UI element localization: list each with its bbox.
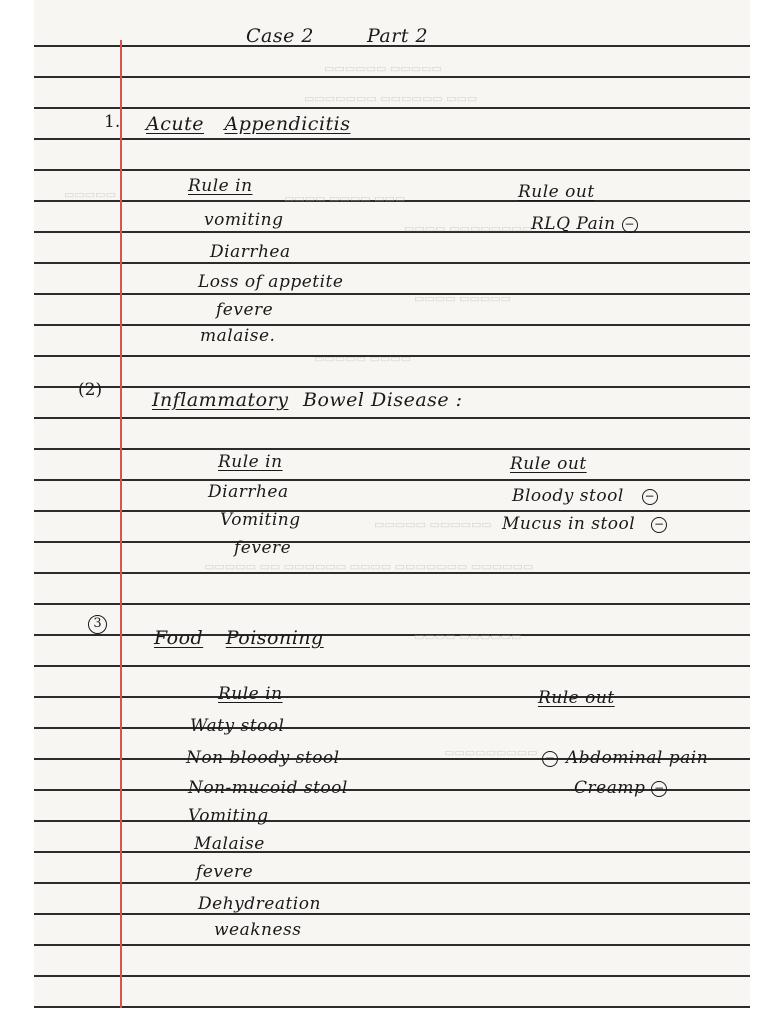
rule-out-item xyxy=(531,214,638,234)
negative-sign-icon: − xyxy=(542,751,558,767)
rule-in-item: Waty stool xyxy=(190,716,285,736)
section-number: (2) xyxy=(78,380,103,400)
negative-sign-icon: − xyxy=(642,489,658,505)
section-title-underlined: Inflammatory xyxy=(152,389,289,411)
section-title xyxy=(146,114,350,134)
rule-in-item: fevere xyxy=(196,862,254,882)
section-title xyxy=(154,628,324,648)
rule-out-text: Abdominal pain xyxy=(566,748,709,768)
bleed-through-text: ▭▭▭▭▭▭ ▭▭▭▭▭ xyxy=(324,62,442,75)
rule-in-item: vomiting xyxy=(204,210,284,230)
rule-in-item: Non-mucoid stool xyxy=(188,778,348,798)
bleed-through-text: ▭▭▭▭▭ ▭▭▭▭▭▭ xyxy=(374,518,492,531)
rule-in-item: weakness xyxy=(214,920,302,940)
negative-sign-icon: − xyxy=(651,517,667,533)
bleed-through-text: ▭▭▭▭ ▭▭▭▭▭▭ xyxy=(414,630,522,643)
rule-out-item xyxy=(542,748,708,768)
rule-in-item: Vomiting xyxy=(220,510,301,530)
negative-sign-icon: − xyxy=(622,217,638,233)
part-title: Part 2 xyxy=(367,25,429,47)
rule-out-label: Rule out xyxy=(538,688,615,708)
rule-in-label: Rule in xyxy=(188,176,253,196)
bleed-through-text: ▭▭▭▭▭▭▭▭▭ xyxy=(444,746,538,759)
margin-line xyxy=(120,40,122,1008)
section-title-underlined: Acute xyxy=(146,113,204,135)
rule-out-text: Creamp xyxy=(574,778,646,798)
rule-in-label: Rule in xyxy=(218,684,283,704)
section-title-rest: Poisoning xyxy=(225,627,324,649)
section-title-rest: Bowel Disease : xyxy=(302,389,463,411)
rule-in-item: malaise. xyxy=(200,326,276,346)
bleed-through-text: ▭▭▭▭▭ xyxy=(64,188,116,201)
rule-out-item xyxy=(512,486,658,506)
rule-in-item: Vomiting xyxy=(188,806,269,826)
rule-in-item: Diarrhea xyxy=(208,482,289,502)
notebook-page xyxy=(34,0,750,1008)
rule-in-item: Malaise xyxy=(194,834,265,854)
rule-in-item: Dehydreation xyxy=(198,894,321,914)
rule-in-item: Diarrhea xyxy=(210,242,291,262)
rule-out-text: RLQ Pain xyxy=(531,214,616,234)
rule-in-item: fevere xyxy=(234,538,292,558)
section-title-underlined: Food xyxy=(154,627,204,649)
rule-in-item: Loss of appetite xyxy=(198,272,344,292)
bleed-through-text: ▭▭▭▭▭ ▭▭▭▭ xyxy=(314,352,412,365)
rule-in-label: Rule in xyxy=(218,452,283,472)
section-number xyxy=(88,614,107,634)
bleed-through-text: ▭▭▭▭ ▭▭▭▭ ▭▭▭ xyxy=(284,192,406,205)
section-title-rest: Appendicitis xyxy=(224,113,351,135)
rule-out-text: Mucus in stool xyxy=(502,514,636,534)
negative-sign-icon: − xyxy=(651,781,667,797)
bleed-through-text: ▭▭▭▭▭ ▭▭ ▭▭▭▭▭▭ ▭▭▭▭ ▭▭▭▭▭▭▭ ▭▭▭▭▭▭ xyxy=(204,560,534,573)
rule-out-label: Rule out xyxy=(518,182,595,202)
bleed-through-text: ▭▭▭▭▭▭▭ ▭▭▭▭▭▭ ▭▭▭ xyxy=(304,92,478,105)
case-title: Case 2 xyxy=(246,25,314,47)
rule-in-item: fevere xyxy=(216,300,274,320)
bleed-through-text: ▭▭▭▭ ▭▭▭▭▭▭▭▭ xyxy=(404,222,533,235)
rule-out-label: Rule out xyxy=(510,454,587,474)
rule-in-item: Non bloody stool xyxy=(186,748,340,768)
rule-out-text: Bloody stool xyxy=(512,486,624,506)
section-number: 1. xyxy=(104,112,121,132)
bleed-through-text: ▭▭▭▭ ▭▭▭▭▭ xyxy=(414,292,512,305)
section-number-circle: 3 xyxy=(88,615,107,634)
rule-out-item xyxy=(502,514,667,534)
section-title xyxy=(152,390,463,410)
rule-out-item xyxy=(574,778,667,798)
